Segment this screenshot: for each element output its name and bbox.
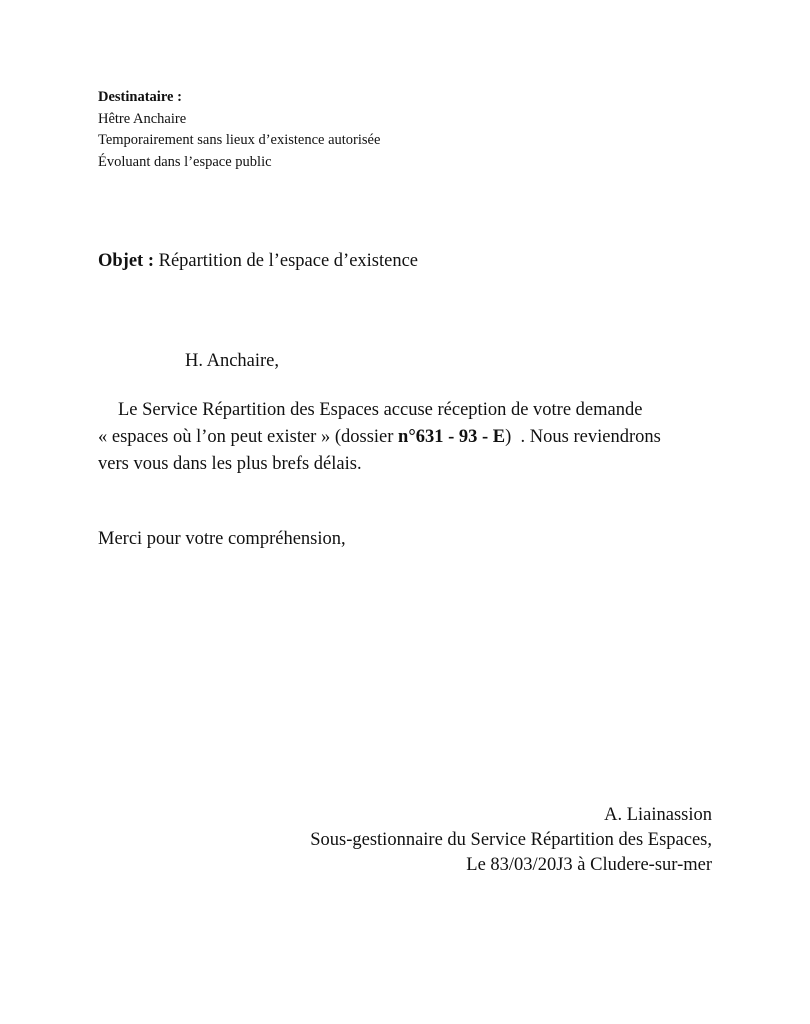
signatory-title: Sous-gestionnaire du Service Répartition des Espaces,: [310, 830, 712, 850]
recipient-status: Temporairement sans lieux d’existence autorisée: [98, 132, 381, 148]
recipient-heading: [98, 87, 380, 109]
recipient-block: [98, 87, 380, 173]
recipient-location: Évoluant dans l’espace public: [98, 153, 272, 170]
body-line-2-start: « espaces où l’on peut exister » (dossier: [98, 427, 399, 447]
subject-text: Répartition de l’espace d’existence: [154, 251, 419, 271]
closing: Merci pour votre compréhension,: [98, 529, 346, 549]
letter-body: [98, 397, 661, 478]
signatory-name: A. Liainassion: [604, 805, 712, 825]
body-line-3: vers vous dans les plus brefs délais.: [98, 454, 362, 474]
date-place: Le 83/03/20J3 à Cludere-sur-mer: [466, 855, 712, 875]
dossier-number: n°631 - 93 - E: [398, 427, 506, 447]
subject-line: [98, 248, 418, 275]
body-line-2: [98, 424, 661, 451]
body-line-2-end: ) . Nous reviendrons: [505, 427, 661, 447]
subject-label: Objet :: [98, 251, 154, 271]
recipient-name: Hêtre Anchaire: [98, 110, 187, 127]
recipient-heading-text: Destinataire :: [98, 89, 182, 105]
body-line-1: Le Service Répartition des Espaces accuse réception de votre demande: [118, 400, 643, 420]
salutation: H. Anchaire,: [185, 351, 280, 371]
signature-block: [310, 803, 712, 878]
